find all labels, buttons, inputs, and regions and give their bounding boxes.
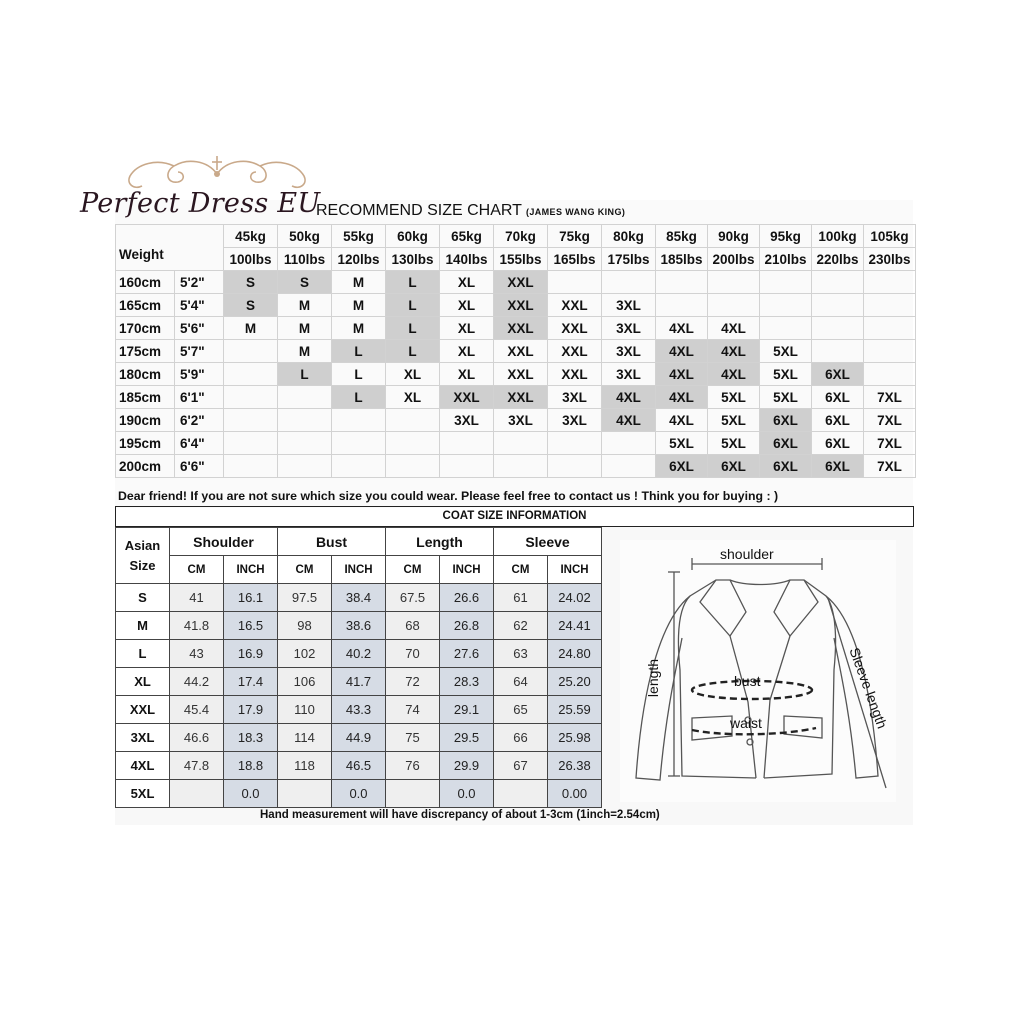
value-inch: 44.9 [332,724,386,752]
size-cell: XL [440,363,494,386]
coat-size-label: XL [116,668,170,696]
coat-size-row [116,640,602,668]
value-inch: 0.00 [548,780,602,808]
value-inch: 17.9 [224,696,278,724]
weight-kg-header: 75kg [548,225,602,248]
coat-size-row [116,752,602,780]
coat-size-table [115,527,602,808]
weight-kg-header: 100kg [812,225,864,248]
value-inch: 0.0 [440,780,494,808]
size-cell [548,455,602,478]
size-cell [332,455,386,478]
size-cell [548,271,602,294]
size-cell: XXL [548,294,602,317]
size-cell: XL [440,271,494,294]
measurement-note: Hand measurement will have discrepancy of about 1-3cm (1inch=2.54cm) [260,809,660,821]
weight-lbs-header: 185lbs [656,248,708,271]
coat-group-row [116,528,602,556]
size-cell: XXL [494,340,548,363]
value-inch: 24.41 [548,612,602,640]
size-cell: L [278,363,332,386]
size-cell [864,317,916,340]
weight-kg-header: 60kg [386,225,440,248]
chart-title-text: RECOMMEND SIZE CHART [316,202,522,219]
value-cm: 64 [494,668,548,696]
size-cell [602,455,656,478]
value-cm: 70 [386,640,440,668]
value-inch: 29.5 [440,724,494,752]
size-cell [812,340,864,363]
size-cell: 5XL [760,340,812,363]
size-cell: XXL [494,271,548,294]
size-cell [224,363,278,386]
asian-label-line2: Size [129,557,156,573]
value-inch: 46.5 [332,752,386,780]
size-cell [602,432,656,455]
height-row [116,455,916,478]
value-inch: 0.0 [332,780,386,808]
value-inch: 43.3 [332,696,386,724]
value-inch: 27.6 [440,640,494,668]
size-cell [386,455,440,478]
unit-cm-header: CM [170,556,224,584]
size-cell [864,340,916,363]
bust-label: bust [734,673,761,689]
size-cell [656,271,708,294]
value-inch: 18.8 [224,752,278,780]
size-cell: 6XL [812,363,864,386]
size-cell: XXL [494,317,548,340]
value-inch: 38.4 [332,584,386,612]
value-inch: 16.5 [224,612,278,640]
size-cell: XXL [548,363,602,386]
value-cm: 72 [386,668,440,696]
weight-lbs-header: 200lbs [708,248,760,271]
size-cell: XXL [494,294,548,317]
height-inch: 5'2" [175,271,224,294]
coat-size-row [116,724,602,752]
size-cell: 3XL [548,409,602,432]
unit-inch-header: INCH [332,556,386,584]
height-cm: 160cm [116,271,175,294]
unit-cm-header: CM [278,556,332,584]
value-cm: 46.6 [170,724,224,752]
size-cell: 5XL [760,386,812,409]
weight-kg-header: 80kg [602,225,656,248]
value-cm [278,780,332,808]
value-cm: 114 [278,724,332,752]
value-inch: 24.80 [548,640,602,668]
size-cell [812,294,864,317]
size-cell [760,294,812,317]
weight-kg-header: 65kg [440,225,494,248]
length-label: length [645,658,662,698]
value-inch: 38.6 [332,612,386,640]
measure-group-header: Sleeve [494,528,602,556]
size-cell [440,432,494,455]
value-inch: 16.9 [224,640,278,668]
value-cm: 66 [494,724,548,752]
value-inch: 41.7 [332,668,386,696]
height-row [116,294,916,317]
value-cm: 102 [278,640,332,668]
size-cell [708,271,760,294]
size-cell: L [332,363,386,386]
value-inch: 17.4 [224,668,278,696]
value-inch: 26.8 [440,612,494,640]
size-cell: 4XL [656,340,708,363]
size-cell: 7XL [864,432,916,455]
value-cm: 67.5 [386,584,440,612]
coat-size-label: 5XL [116,780,170,808]
size-cell: 3XL [494,409,548,432]
weight-kg-header: 45kg [224,225,278,248]
size-cell: 4XL [602,409,656,432]
unit-inch-header: INCH [548,556,602,584]
height-inch: 5'4" [175,294,224,317]
weight-kg-header: 90kg [708,225,760,248]
size-cell [224,340,278,363]
value-cm: 47.8 [170,752,224,780]
size-cell: L [386,294,440,317]
measure-group-header: Length [386,528,494,556]
size-cell: L [386,340,440,363]
asian-size-header [116,528,170,584]
size-cell [332,432,386,455]
value-cm: 110 [278,696,332,724]
weight-kg-header: 70kg [494,225,548,248]
weight-lbs-header: 220lbs [812,248,864,271]
size-cell [278,432,332,455]
height-inch: 6'6" [175,455,224,478]
size-cell [278,455,332,478]
size-cell: 4XL [602,386,656,409]
value-inch: 28.3 [440,668,494,696]
unit-cm-header: CM [494,556,548,584]
size-cell [708,294,760,317]
size-cell: 4XL [656,386,708,409]
size-cell: XL [440,294,494,317]
value-cm: 45.4 [170,696,224,724]
coat-size-row [116,668,602,696]
size-cell [332,409,386,432]
coat-size-label: XXL [116,696,170,724]
height-inch: 5'9" [175,363,224,386]
size-cell: S [224,271,278,294]
height-cm: 175cm [116,340,175,363]
weight-lbs-header: 140lbs [440,248,494,271]
size-cell: L [386,317,440,340]
sleeve-length-label: Sleeve length [846,645,891,731]
size-cell [494,455,548,478]
weight-lbs-row [116,248,916,271]
size-cell: 6XL [812,455,864,478]
size-cell: M [332,271,386,294]
size-cell: 3XL [602,363,656,386]
weight-lbs-header: 155lbs [494,248,548,271]
value-inch: 0.0 [224,780,278,808]
value-cm: 98 [278,612,332,640]
value-inch: 29.1 [440,696,494,724]
chart-subtitle: (JAMES WANG KING) [525,207,626,217]
size-cell: M [332,294,386,317]
size-cell [278,409,332,432]
size-cell: 6XL [812,386,864,409]
height-cm: 185cm [116,386,175,409]
chart-title [316,202,625,220]
size-cell: 5XL [708,386,760,409]
size-cell: XXL [494,363,548,386]
value-cm: 74 [386,696,440,724]
size-cell: 6XL [708,455,760,478]
value-cm: 75 [386,724,440,752]
coat-unit-row [116,556,602,584]
weight-lbs-header: 165lbs [548,248,602,271]
weight-kg-header: 105kg [864,225,916,248]
weight-kg-row [116,225,916,248]
value-inch: 25.59 [548,696,602,724]
size-cell: M [224,317,278,340]
weight-label: Weight [116,225,224,271]
size-cell: M [278,340,332,363]
measure-group-header: Shoulder [170,528,278,556]
size-cell: XXL [548,317,602,340]
size-cell [278,386,332,409]
size-cell: S [224,294,278,317]
size-cell [224,386,278,409]
value-cm: 76 [386,752,440,780]
weight-lbs-header: 230lbs [864,248,916,271]
size-cell [386,409,440,432]
size-cell: 4XL [656,409,708,432]
size-cell: XXL [494,386,548,409]
value-cm: 63 [494,640,548,668]
recommend-size-table [115,224,916,478]
size-cell [494,432,548,455]
coat-size-label: 4XL [116,752,170,780]
height-inch: 6'1" [175,386,224,409]
value-cm: 118 [278,752,332,780]
coat-size-label: M [116,612,170,640]
value-inch: 29.9 [440,752,494,780]
weight-lbs-header: 110lbs [278,248,332,271]
height-inch: 5'6" [175,317,224,340]
height-inch: 6'4" [175,432,224,455]
coat-size-label: S [116,584,170,612]
size-cell: 5XL [656,432,708,455]
weight-kg-header: 85kg [656,225,708,248]
size-cell: 3XL [440,409,494,432]
size-cell: 3XL [602,294,656,317]
size-cell: 6XL [656,455,708,478]
size-cell [864,363,916,386]
size-cell: 4XL [656,363,708,386]
size-cell: M [332,317,386,340]
value-cm: 68 [386,612,440,640]
coat-size-label: 3XL [116,724,170,752]
height-cm: 195cm [116,432,175,455]
height-cm: 165cm [116,294,175,317]
size-cell: XL [440,317,494,340]
brand-logo: Perfect Dress EU [80,188,321,219]
weight-lbs-header: 120lbs [332,248,386,271]
size-cell: XXL [548,340,602,363]
size-cell [864,294,916,317]
size-cell: 4XL [708,363,760,386]
measure-group-header: Bust [278,528,386,556]
unit-cm-header: CM [386,556,440,584]
weight-lbs-header: 175lbs [602,248,656,271]
shoulder-label: shoulder [720,546,774,562]
size-cell [224,432,278,455]
coat-size-label: L [116,640,170,668]
size-cell: L [332,386,386,409]
size-cell: S [278,271,332,294]
value-cm: 97.5 [278,584,332,612]
value-cm: 43 [170,640,224,668]
value-cm: 41 [170,584,224,612]
weight-lbs-header: 130lbs [386,248,440,271]
size-cell: 6XL [760,409,812,432]
value-cm [386,780,440,808]
size-cell: 4XL [708,317,760,340]
size-cell [386,432,440,455]
height-row [116,386,916,409]
size-cell: L [332,340,386,363]
asian-label-line1: Asian [124,537,161,553]
size-cell: 7XL [864,386,916,409]
size-cell: L [386,271,440,294]
size-cell: 4XL [656,317,708,340]
size-cell [656,294,708,317]
unit-inch-header: INCH [440,556,494,584]
size-cell: XL [386,386,440,409]
value-cm: 62 [494,612,548,640]
size-cell: 7XL [864,409,916,432]
height-row [116,317,916,340]
weight-lbs-header: 100lbs [224,248,278,271]
height-inch: 5'7" [175,340,224,363]
value-cm: 106 [278,668,332,696]
size-cell: 6XL [760,455,812,478]
coat-size-row [116,780,602,808]
jacket-diagram [620,540,896,802]
value-inch: 25.98 [548,724,602,752]
height-row [116,340,916,363]
height-row [116,409,916,432]
size-cell [760,317,812,340]
size-cell: 3XL [548,386,602,409]
size-cell: XL [386,363,440,386]
size-cell: 5XL [760,363,812,386]
size-cell: M [278,317,332,340]
unit-inch-header: INCH [224,556,278,584]
height-cm: 180cm [116,363,175,386]
value-inch: 26.38 [548,752,602,780]
value-inch: 24.02 [548,584,602,612]
height-cm: 190cm [116,409,175,432]
size-cell [548,432,602,455]
value-cm: 67 [494,752,548,780]
size-cell: 7XL [864,455,916,478]
height-row [116,432,916,455]
value-cm [494,780,548,808]
coat-size-row [116,584,602,612]
size-cell [224,455,278,478]
height-cm: 170cm [116,317,175,340]
coat-size-row [116,612,602,640]
height-cm: 200cm [116,455,175,478]
value-cm: 44.2 [170,668,224,696]
value-inch: 18.3 [224,724,278,752]
size-cell: 5XL [708,432,760,455]
size-cell: 6XL [812,432,864,455]
height-row [116,271,916,294]
contact-notice: Dear friend! If you are not sure which size you could wear. Please feel free to contact us ! Think you for buying : ) [118,489,779,503]
height-inch: 6'2" [175,409,224,432]
weight-kg-header: 95kg [760,225,812,248]
size-cell [602,271,656,294]
value-cm: 65 [494,696,548,724]
weight-lbs-header: 210lbs [760,248,812,271]
size-cell: 4XL [708,340,760,363]
value-cm: 61 [494,584,548,612]
value-cm [170,780,224,808]
coat-size-banner: COAT SIZE INFORMATION [115,506,914,527]
coat-size-row [116,696,602,724]
size-cell [864,271,916,294]
size-cell: 6XL [760,432,812,455]
size-cell: M [278,294,332,317]
value-cm: 41.8 [170,612,224,640]
size-cell: XL [440,340,494,363]
value-inch: 25.20 [548,668,602,696]
size-cell: 5XL [708,409,760,432]
size-cell [760,271,812,294]
size-cell: 6XL [812,409,864,432]
size-cell: 3XL [602,317,656,340]
weight-kg-header: 55kg [332,225,386,248]
value-inch: 40.2 [332,640,386,668]
size-cell [224,409,278,432]
height-row [116,363,916,386]
weight-kg-header: 50kg [278,225,332,248]
size-cell: 3XL [602,340,656,363]
size-cell [812,271,864,294]
value-inch: 16.1 [224,584,278,612]
size-cell: XXL [440,386,494,409]
size-cell [440,455,494,478]
waist-label: waist [730,715,762,731]
value-inch: 26.6 [440,584,494,612]
size-cell [812,317,864,340]
